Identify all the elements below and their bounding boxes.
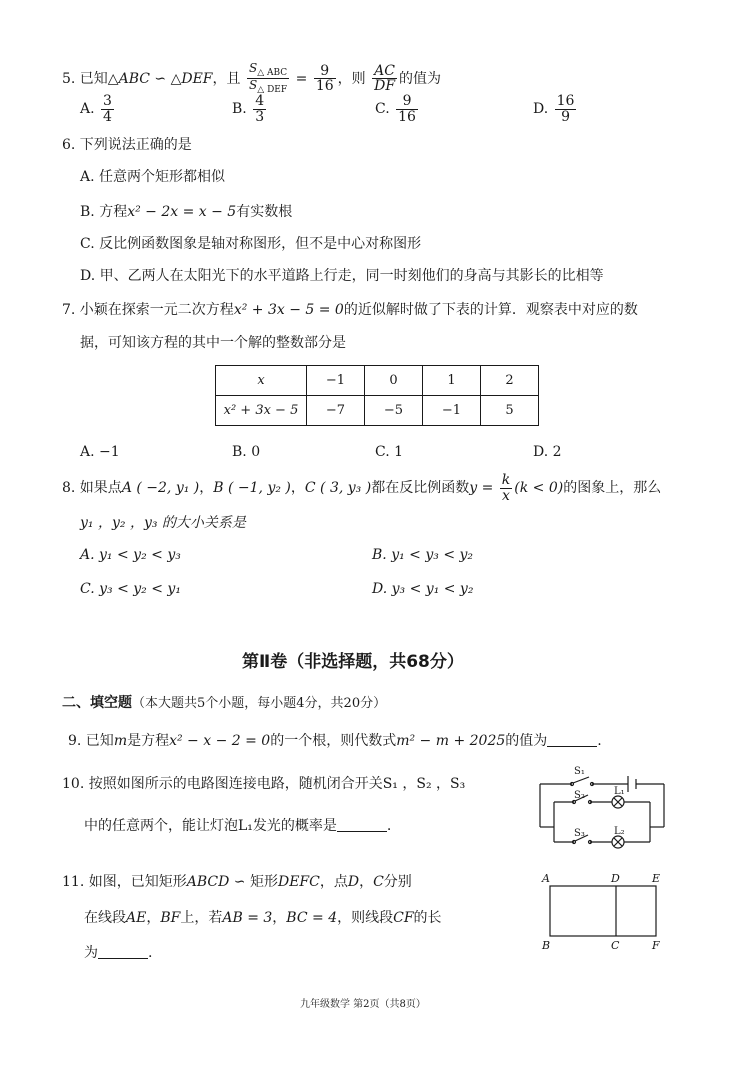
q10-line2-pre: 中的任意两个，能让灯泡L₁发光的概率是 — [84, 818, 337, 834]
q11-line2-mid3: ，则线段 — [337, 910, 394, 926]
q7-line1-post: 的近似解时做了下表的计算．观察表中对应的数 — [343, 302, 638, 318]
q5-ratio-num: 9 — [314, 64, 336, 80]
q9-pre: 9. 已知 — [68, 733, 114, 749]
option-den: 3 — [255, 108, 265, 125]
option-den: 16 — [398, 108, 416, 125]
rectangle-diagram — [538, 868, 668, 958]
q11-line1-pre: 11. 如图，已知矩形 — [62, 874, 187, 890]
q7-option-c: C. 1 — [375, 444, 404, 460]
label-l2: L₂ — [614, 826, 625, 837]
q11-line1-post: 分别 — [383, 874, 412, 890]
q11-c: C — [373, 874, 384, 890]
q9-end: . — [597, 733, 602, 749]
q8-cond: (k < 0) — [514, 480, 564, 497]
q8-line1-post: 的图象上，那么 — [563, 480, 662, 497]
q9-eq: x² − x − 2 = 0 — [169, 733, 271, 749]
table-cell: 0 — [365, 366, 423, 396]
option-fraction — [253, 94, 266, 124]
q11-ab: AB = 3 — [222, 910, 273, 926]
q5-frac-den-s: S — [249, 78, 258, 93]
q5-ac: AC — [372, 64, 397, 80]
q8-k-over-x — [500, 473, 512, 503]
q5-abc: ABC — [118, 70, 150, 87]
q7-line1-math: x² + 3x − 5 = 0 — [233, 302, 344, 318]
q5-prefix: 5. 已知△ — [62, 70, 119, 87]
option-den: 9 — [561, 108, 571, 125]
q11-ae: AE — [126, 910, 147, 926]
section-title: 第Ⅱ卷（非选择题，共68分） — [242, 652, 464, 672]
q11-comma2: ， — [272, 910, 287, 926]
q11-d: D — [347, 874, 360, 890]
q8-k: k — [501, 472, 511, 488]
q11-sim: ∽ 矩形 — [229, 874, 278, 890]
part-label: 二、填空题 — [62, 695, 132, 711]
q9-expr: m² − m + 2025 — [396, 733, 506, 749]
q11-line3-text: 为 — [84, 945, 98, 961]
label-c: C — [611, 939, 620, 952]
page-footer: 九年级数学 第2页（共8页） — [300, 999, 426, 1010]
table-cell: −5 — [365, 396, 423, 426]
q6-option-c: C. 反比例函数图象是轴对称图形，但不是中心对称图形 — [80, 236, 422, 252]
q11-defc: DEFC — [277, 874, 320, 890]
answer-blank — [337, 819, 387, 832]
option-den: 4 — [103, 108, 112, 125]
q8-x: x — [502, 487, 510, 504]
q8-line1-pre: 8. 如果点 — [62, 480, 122, 497]
q8-option-b: B. y₁ < y₃ < y₂ — [372, 547, 474, 563]
table-cell: x² + 3x − 5 — [216, 396, 307, 426]
question-5 — [62, 62, 441, 96]
table-cell: x — [216, 366, 307, 396]
q5-option-b — [232, 94, 268, 124]
q6-b-post: 有实数根 — [236, 204, 293, 220]
answer-blank — [98, 946, 148, 959]
q11-line3 — [84, 942, 152, 962]
option-num: 3 — [103, 93, 112, 109]
q8-option-c: C. y₃ < y₂ < y₁ — [80, 581, 181, 597]
q5-frac-num-sub: △ ABC — [257, 68, 288, 78]
option-fraction — [555, 94, 577, 124]
q11-bf: BF — [160, 910, 181, 926]
option-fraction — [101, 94, 114, 124]
q9 — [68, 730, 602, 750]
option-label: A. — [80, 101, 95, 118]
label-d: D — [611, 872, 620, 885]
q7-line1 — [62, 299, 638, 319]
q7-line2: 据，可知该方程的其中一个解的整数部分是 — [80, 335, 346, 351]
q5-option-c — [375, 94, 420, 124]
q7-table — [215, 365, 539, 426]
q8-y-eq: y = — [469, 480, 494, 497]
option-num: 16 — [556, 93, 575, 109]
q11-comma: ， — [359, 874, 374, 890]
q5-option-d — [533, 94, 578, 124]
q8-option-d: D. y₃ < y₁ < y₂ — [372, 581, 474, 597]
q11-end: . — [148, 945, 153, 961]
q11-line1 — [62, 871, 412, 891]
q5-def: DEF — [181, 70, 213, 87]
q11-line2-mid2: 上，若 — [180, 910, 223, 926]
q6-b-pre: B. 方程 — [80, 204, 128, 220]
table-row — [216, 396, 539, 426]
q5-option-a — [80, 94, 116, 124]
q5-df: DF — [374, 78, 396, 95]
q5-frac-den-sub: △ DEF — [257, 85, 288, 96]
option-label: C. — [375, 101, 390, 118]
q11-line2-mid: ， — [146, 910, 161, 926]
table-cell: 5 — [481, 396, 539, 426]
label-s1: S₁ — [574, 766, 585, 777]
q7-option-a: A. −1 — [80, 444, 120, 460]
q11-abcd: ABCD — [186, 874, 230, 890]
q11-line1-mid: ，点 — [319, 874, 348, 890]
q5-frac-num-s: S — [248, 61, 258, 75]
q5-sim: ∽ △ — [149, 70, 182, 87]
q5-then: ，则 — [337, 70, 366, 87]
part-note: （本大题共5个小题，每小题4分，共20分） — [132, 696, 387, 711]
label-l1: L₁ — [614, 786, 625, 797]
q8-line2: y₁ ，y₂ ，y₃ 的大小关系是 — [80, 515, 246, 531]
table-cell: −1 — [423, 396, 481, 426]
q8-point-c: C ( 3, y₃ ) — [304, 480, 372, 497]
q11-bc: BC = 4 — [286, 910, 338, 926]
q9-mid2: 的一个根，则代数式 — [270, 733, 397, 749]
q11-cf: CF — [393, 910, 414, 926]
q10-line2 — [84, 815, 391, 835]
circuit-diagram — [532, 762, 672, 852]
q5-mid: ，且 — [212, 70, 241, 87]
option-num: 4 — [255, 93, 265, 109]
q7-option-d: D. 2 — [533, 444, 562, 460]
q11-line2 — [84, 907, 442, 927]
q5-area-fraction — [247, 62, 289, 96]
table-cell: 2 — [481, 366, 539, 396]
q8-option-a: A. y₁ < y₂ < y₃ — [80, 547, 181, 563]
q9-mid: 是方程 — [127, 733, 170, 749]
q10-end: . — [386, 818, 392, 834]
option-num: 9 — [396, 94, 418, 110]
q5-ac-df-fraction — [372, 64, 397, 94]
q11-line2-post: 的长 — [413, 910, 442, 926]
label-s2: S₂ — [574, 790, 585, 801]
q6-option-b — [80, 201, 292, 221]
label-s3: S₃ — [574, 828, 585, 839]
q7-line1-pre: 7. 小颖在探索一元二次方程 — [62, 302, 234, 318]
q6-b-math: x² − 2x = x − 5 — [127, 204, 237, 220]
q9-post: 的值为 — [505, 733, 548, 749]
table-row — [216, 366, 539, 396]
answer-blank — [547, 734, 597, 747]
q11-line2-pre: 在线段 — [84, 910, 126, 926]
q8-point-a: A ( −2, y₁ ) — [121, 480, 200, 497]
q5-eq: = — [295, 70, 308, 87]
label-b: B — [542, 939, 551, 952]
option-label: D. — [533, 101, 549, 118]
table-cell: 1 — [423, 366, 481, 396]
part-header — [62, 692, 386, 712]
option-label: B. — [232, 101, 247, 118]
q9-m: m — [113, 733, 128, 749]
q7-option-b: B. 0 — [232, 444, 261, 460]
label-f: F — [652, 939, 660, 952]
table-cell: −1 — [307, 366, 365, 396]
option-fraction — [396, 94, 418, 124]
table-cell: −7 — [307, 396, 365, 426]
q8-mid: 都在反比例函数 — [371, 480, 470, 497]
label-a: A — [542, 872, 550, 885]
q10-line1: 10. 按照如图所示的电路图连接电路，随机闭合开关S₁ ，S₂ ，S₃ — [62, 776, 466, 792]
q8-line1: 8. 如果点A ( −2, y₁ )，B ( −1, y₂ )，C ( 3, y₃ )都在反比例函数y = $\frac{k}{x}$ (k < 0)的图象上，那么 — [62, 472, 662, 504]
q6-stem: 6. 下列说法正确的是 — [62, 137, 192, 153]
q8-point-b: B ( −1, y₂ ) — [213, 480, 291, 497]
q5-suffix: 的值为 — [399, 70, 442, 87]
q6-option-a: A. 任意两个矩形都相似 — [80, 169, 226, 185]
q5-ratio-fraction — [314, 64, 336, 94]
q6-option-d: D. 甲、乙两人在太阳光下的水平道路上行走，同一时刻他们的身高与其影长的比相等 — [80, 268, 604, 284]
q5-ratio-den: 16 — [315, 78, 334, 95]
label-e: E — [652, 872, 661, 885]
